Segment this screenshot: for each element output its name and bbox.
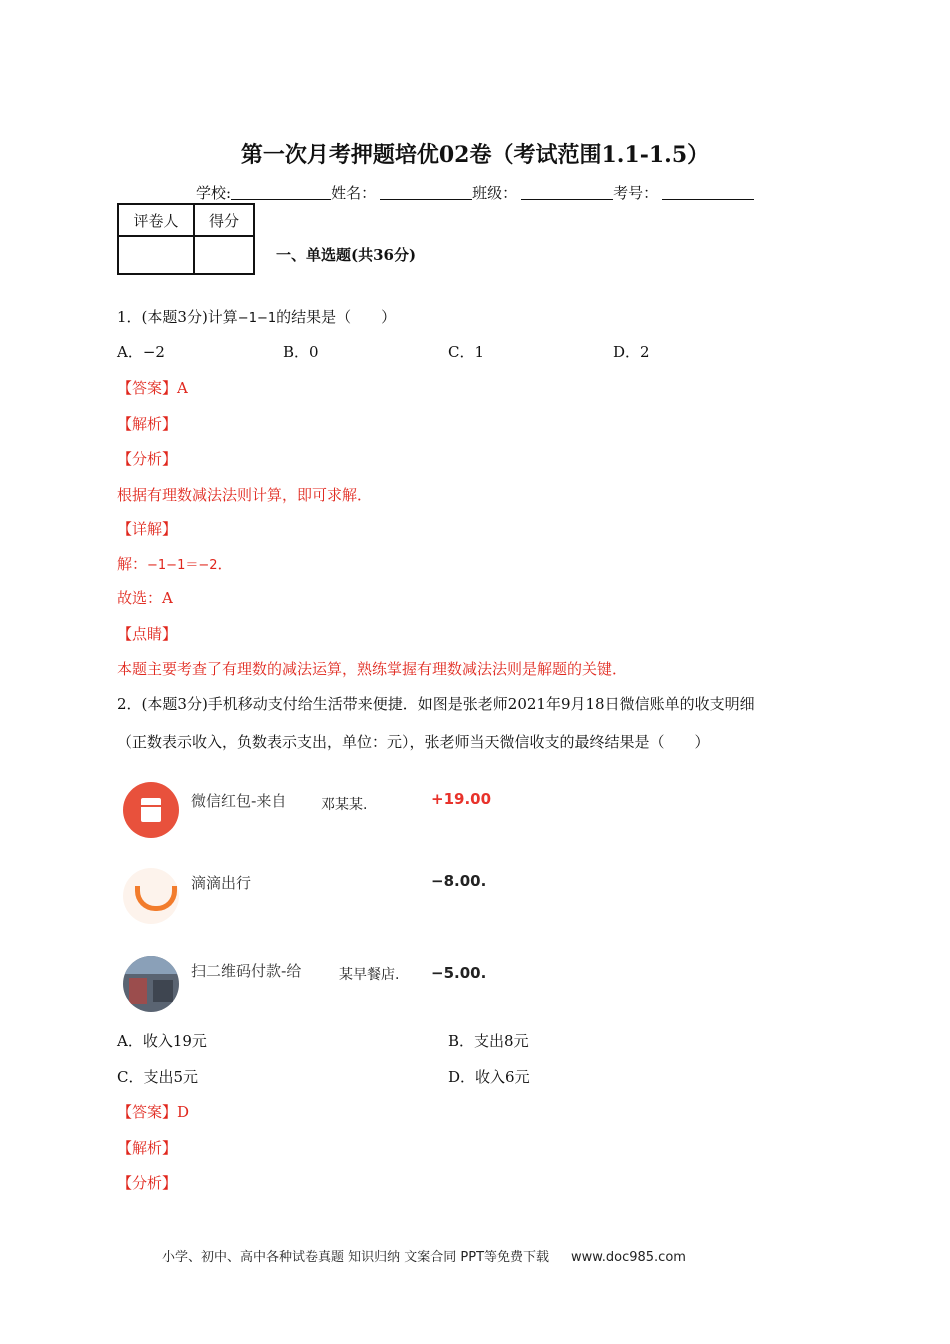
student-info-line — [196, 182, 754, 203]
class-label: 班级： — [472, 184, 518, 202]
q2-option-a: A．收入19元 — [117, 1032, 207, 1050]
q1-comment-tag: 【点睛】 — [117, 625, 178, 643]
number-label: 考号： — [613, 184, 659, 202]
section-title: 一、单选题(共36分) — [276, 246, 417, 264]
q1-option-d: D．2 — [613, 343, 650, 361]
question-2-stem-line1: 2．(本题3分)手机移动支付给生活带来便捷．如图是张老师2021年9月18日微信账单的收支明细 — [117, 695, 755, 713]
question-1-stem — [117, 306, 396, 327]
q1-analysis-tag: 【解析】 — [117, 415, 178, 433]
q1-stem-math: −1−1 — [237, 311, 277, 326]
score-cell — [194, 236, 254, 274]
school-blank — [231, 185, 331, 200]
bill-name: 微信红包-来自 — [191, 792, 287, 810]
q1-fenxi-tag: 【分析】 — [117, 450, 178, 468]
school-label: 学校: — [196, 184, 232, 202]
q1-answer-value: A — [177, 379, 188, 397]
q1-option-a: A．−2 — [117, 343, 165, 361]
q1-detail-prefix: 解： — [117, 555, 148, 573]
q1-detail-math: −1−1＝−2 — [147, 558, 218, 573]
bill-name: 扫二维码付款-给 — [191, 962, 302, 980]
bill-sub: 某早餐店. — [339, 967, 400, 983]
class-blank — [521, 185, 613, 200]
red-packet-icon — [123, 782, 179, 838]
q1-detail — [117, 553, 233, 574]
q2-option-b: B．支出8元 — [448, 1032, 529, 1050]
grader-cell — [118, 236, 194, 274]
q1-option-c: C．1 — [448, 343, 485, 361]
name-label: 姓名： — [331, 184, 377, 202]
bill-amount: −5.00. — [431, 964, 487, 982]
bill-row-red-packet — [117, 770, 517, 850]
q1-choose: 故选：A — [117, 589, 173, 607]
q1-stem-suffix: 的结果是（ ） — [276, 308, 397, 326]
q1-detail-suffix: ． — [217, 555, 233, 573]
q1-comment-text: 本题主要考查了有理数的减法运算，熟练掌握有理数减法法则是解题的关键． — [117, 660, 628, 678]
q2-option-c: C．支出5元 — [117, 1068, 199, 1086]
bill-row-breakfast — [117, 946, 517, 1026]
bill-sub: 邓某某. — [321, 797, 368, 813]
q2-answer — [117, 1101, 189, 1122]
question-2-stem-line2: （正数表示收入，负数表示支出，单位：元），张老师当天微信收支的最终结果是（ ） — [117, 733, 710, 751]
page-footer — [162, 1246, 686, 1265]
q2-answer-tag: 【答案】 — [117, 1103, 178, 1121]
q1-detail-tag: 【详解】 — [117, 520, 178, 538]
name-blank — [380, 185, 472, 200]
q1-answer-tag: 【答案】 — [117, 379, 178, 397]
bill-name: 滴滴出行 — [191, 874, 252, 892]
footer-url[interactable]: www.doc985.com — [571, 1250, 686, 1265]
q2-fenxi-tag: 【分析】 — [117, 1174, 178, 1192]
q1-fenxi-text: 根据有理数减法法则计算，即可求解． — [117, 486, 373, 504]
q1-option-b: B．0 — [283, 343, 319, 361]
wechat-bill-image — [117, 762, 517, 1012]
bill-row-didi — [117, 858, 517, 938]
q2-option-d: D．收入6元 — [448, 1068, 530, 1086]
bill-amount: +19.00 — [431, 790, 492, 808]
score-label: 得分 — [194, 204, 254, 236]
page-title: 第一次月考押题培优02卷（考试范围1.1-1.5） — [240, 142, 710, 168]
grade-table — [117, 203, 255, 275]
bill-amount: −8.00. — [431, 872, 487, 890]
footer-text: 小学、初中、高中各种试卷真题 知识归纳 文案合同 PPT等免费下载 — [162, 1250, 550, 1265]
q1-stem-prefix: 1．(本题3分)计算 — [117, 308, 238, 326]
q1-answer — [117, 377, 188, 398]
grader-label: 评卷人 — [118, 204, 194, 236]
q2-answer-value: D — [177, 1103, 190, 1121]
number-blank — [662, 185, 754, 200]
shop-photo-icon — [123, 956, 179, 1012]
didi-icon — [123, 868, 179, 924]
q2-analysis-tag: 【解析】 — [117, 1139, 178, 1157]
